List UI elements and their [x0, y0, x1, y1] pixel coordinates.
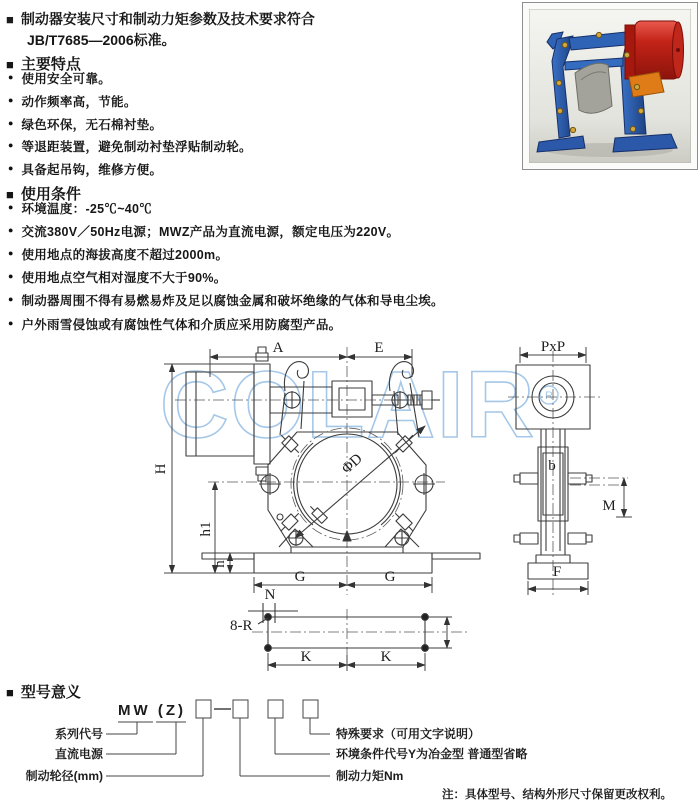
conditions-list: [8, 196, 444, 335]
dim-label-G: G: [384, 569, 396, 585]
dim-label-N: N: [264, 587, 276, 603]
dim-label-E: E: [374, 340, 384, 356]
condition-text: 使用地点的海拔高度不超过2000m。: [21, 247, 229, 262]
model-series-code: MW (Z): [118, 702, 186, 719]
feature-text: 绿色环保，无石棉衬垫。: [21, 117, 163, 132]
bullet-icon: ●: [8, 95, 14, 106]
list-item: [8, 266, 444, 289]
header-text-2: JB/T7685—2006标准。: [27, 32, 176, 48]
bullet-icon: ●: [8, 163, 14, 174]
dim-label-b: b: [548, 458, 556, 474]
feature-text: 具备起吊钩，维修方便。: [21, 163, 163, 178]
product-photo: [522, 2, 698, 170]
label-dc-power: 直流电源: [54, 747, 103, 761]
model-labels: [26, 726, 672, 801]
list-item: [8, 196, 444, 219]
section-bullet-icon: ■: [6, 685, 14, 700]
bullet-icon: ●: [8, 317, 14, 328]
list-item: [8, 219, 444, 242]
thruster: [625, 21, 684, 79]
dim-label-D: ΦD: [338, 450, 366, 478]
bullet-icon: ●: [8, 247, 14, 258]
condition-text: 交流380V／50Hz电源；MWZ产品为直流电源，额定电压为220V。: [21, 224, 400, 239]
conditions-title-text: 使用条件: [20, 186, 81, 203]
section-bullet-icon: ■: [6, 57, 14, 72]
watermark: [160, 352, 558, 458]
watermark-text: COLAIR: [160, 352, 537, 458]
header-text-1: 制动器安装尺寸和制动力矩参数及技术要求符合: [20, 11, 315, 27]
label-series-code: 系列代号: [54, 727, 103, 741]
model-designation-diagram: [0, 678, 700, 804]
list-item: [8, 312, 444, 335]
model-connector-lines: [106, 718, 330, 776]
list-item: [8, 135, 252, 158]
header-line1: [6, 9, 521, 30]
dim-label-H: H: [153, 463, 169, 475]
page-header: [6, 9, 521, 51]
dim-label-PxP: PxP: [540, 339, 566, 355]
list-item: [8, 112, 252, 135]
dim-label-A: A: [272, 340, 284, 356]
bullet-icon: ●: [8, 294, 14, 305]
registered-letter: R: [545, 390, 553, 402]
feature-text: 动作频率高，节能。: [21, 95, 137, 110]
bullet-icon: ●: [8, 271, 14, 282]
label-environment-code: 环境条件代号Y为冶金型 普通型省略: [336, 747, 528, 761]
dim-label-G: G: [294, 569, 306, 585]
section-bullet-icon: ■: [6, 12, 14, 27]
footprint-view: [248, 603, 452, 651]
dim-label-F: F: [552, 564, 562, 580]
condition-text: 使用地点空气相对湿度不大于90%。: [21, 271, 227, 286]
list-item: [8, 67, 252, 90]
bullet-icon: ●: [8, 140, 14, 151]
dim-label-n: n: [212, 560, 228, 568]
bullet-icon: ●: [8, 224, 14, 235]
condition-text: 制动器周围不得有易燃易炸及足以腐蚀金属和破坏绝缘的气体和导电尘埃。: [21, 294, 444, 309]
dim-label-8R: 8-R: [230, 618, 253, 634]
bullet-icon: ●: [8, 72, 14, 83]
dim-label-K: K: [380, 649, 392, 665]
condition-text: 户外雨雪侵蚀或有腐蚀性气体和介质应采用防腐型产品。: [21, 317, 342, 332]
label-special-requirements: 特殊要求（可用文字说明）: [336, 727, 481, 741]
label-wheel-diameter: 制动轮径(mm): [25, 769, 103, 783]
label-braking-torque: 制动力矩Nm: [336, 769, 404, 783]
list-item: [8, 90, 252, 113]
model-note: 注：具体型号、结构外形尺寸保留更改权利。: [442, 789, 672, 801]
list-item: [8, 289, 444, 312]
bullet-icon: ●: [8, 201, 14, 212]
section-bullet-icon: ■: [6, 187, 14, 202]
technical-drawing-svg: [0, 333, 700, 678]
feature-text: 等退距装置，避免制动衬垫浮贴制动轮。: [21, 140, 252, 155]
feature-text: 使用安全可靠。: [21, 72, 112, 87]
features-title-text: 主要特点: [20, 56, 81, 73]
list-item: [8, 158, 252, 181]
dim-label-M: M: [602, 498, 616, 514]
list-item: [8, 242, 444, 265]
condition-text: 环境温度：-25℃~40℃: [21, 201, 153, 216]
dim-label-h1: h1: [198, 521, 214, 537]
features-list: [8, 67, 252, 180]
dim-label-K: K: [300, 649, 312, 665]
bullet-icon: ●: [8, 117, 14, 128]
model-boxes: [196, 700, 318, 718]
brake-photo-illustration: [529, 9, 691, 163]
model-title-text: 型号意义: [20, 684, 81, 701]
